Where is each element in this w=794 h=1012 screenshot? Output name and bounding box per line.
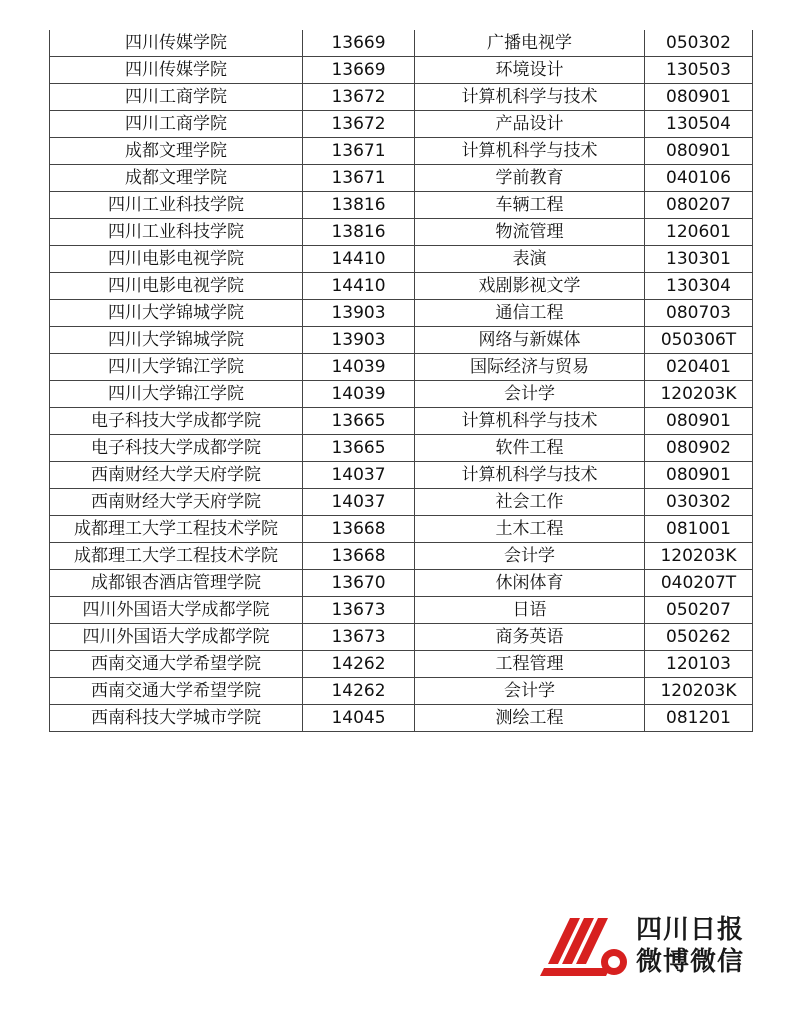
school-code-cell: 13669: [303, 57, 415, 84]
watermark-line-2: 微博微信: [636, 947, 745, 977]
table-row: [50, 327, 753, 354]
table-row: [50, 489, 753, 516]
table-row: [50, 246, 753, 273]
major-name-cell: 戏剧影视文学: [415, 273, 645, 300]
school-code-cell: 13665: [303, 435, 415, 462]
school-name-cell: 四川外国语大学成都学院: [50, 597, 303, 624]
table-row: [50, 678, 753, 705]
table-row: [50, 165, 753, 192]
major-code-cell: 120203K: [645, 543, 753, 570]
table-row: [50, 219, 753, 246]
table-row: [50, 462, 753, 489]
school-code-cell: 14410: [303, 246, 415, 273]
major-code-cell: 050302: [645, 30, 753, 57]
major-code-cell: 050262: [645, 624, 753, 651]
school-code-cell: 13673: [303, 597, 415, 624]
major-name-cell: 土木工程: [415, 516, 645, 543]
school-code-cell: 13668: [303, 543, 415, 570]
school-code-cell: 14039: [303, 354, 415, 381]
admissions-table: [49, 30, 753, 732]
school-code-cell: 13903: [303, 327, 415, 354]
school-code-cell: 14262: [303, 678, 415, 705]
school-name-cell: 西南交通大学希望学院: [50, 678, 303, 705]
table-row: [50, 300, 753, 327]
school-code-cell: 13671: [303, 138, 415, 165]
school-name-cell: 西南财经大学天府学院: [50, 462, 303, 489]
major-name-cell: 产品设计: [415, 111, 645, 138]
school-code-cell: 13670: [303, 570, 415, 597]
major-code-cell: 120103: [645, 651, 753, 678]
major-name-cell: 表演: [415, 246, 645, 273]
school-code-cell: 14262: [303, 651, 415, 678]
major-name-cell: 会计学: [415, 678, 645, 705]
school-name-cell: 西南科技大学城市学院: [50, 705, 303, 732]
major-name-cell: 国际经济与贸易: [415, 354, 645, 381]
major-name-cell: 会计学: [415, 543, 645, 570]
table-row: [50, 651, 753, 678]
table-row: [50, 138, 753, 165]
table-row: [50, 57, 753, 84]
major-code-cell: 050306T: [645, 327, 753, 354]
watermark-text: [636, 914, 744, 978]
sichuan-daily-watermark: [540, 912, 750, 982]
major-code-cell: 130503: [645, 57, 753, 84]
major-name-cell: 广播电视学: [415, 30, 645, 57]
table-row: [50, 597, 753, 624]
major-code-cell: 080901: [645, 84, 753, 111]
school-code-cell: 13672: [303, 84, 415, 111]
major-name-cell: 日语: [415, 597, 645, 624]
school-code-cell: 13671: [303, 165, 415, 192]
major-name-cell: 计算机科学与技术: [415, 462, 645, 489]
major-name-cell: 车辆工程: [415, 192, 645, 219]
school-name-cell: 西南交通大学希望学院: [50, 651, 303, 678]
school-name-cell: 成都文理学院: [50, 165, 303, 192]
school-name-cell: 四川工商学院: [50, 84, 303, 111]
school-name-cell: 电子科技大学成都学院: [50, 408, 303, 435]
school-code-cell: 13668: [303, 516, 415, 543]
major-code-cell: 020401: [645, 354, 753, 381]
school-code-cell: 13669: [303, 30, 415, 57]
school-code-cell: 14039: [303, 381, 415, 408]
major-code-cell: 080901: [645, 462, 753, 489]
major-code-cell: 040106: [645, 165, 753, 192]
major-code-cell: 080703: [645, 300, 753, 327]
table-row: [50, 705, 753, 732]
school-name-cell: 成都理工大学工程技术学院: [50, 516, 303, 543]
school-code-cell: 13665: [303, 408, 415, 435]
school-code-cell: 13816: [303, 219, 415, 246]
table-row: [50, 543, 753, 570]
major-code-cell: 080901: [645, 408, 753, 435]
major-code-cell: 081201: [645, 705, 753, 732]
major-name-cell: 计算机科学与技术: [415, 408, 645, 435]
table-row: [50, 354, 753, 381]
table-row: [50, 30, 753, 57]
school-name-cell: 成都银杏酒店管理学院: [50, 570, 303, 597]
table-row: [50, 570, 753, 597]
school-name-cell: 四川大学锦江学院: [50, 354, 303, 381]
major-code-cell: 080902: [645, 435, 753, 462]
major-name-cell: 计算机科学与技术: [415, 138, 645, 165]
major-code-cell: 040207T: [645, 570, 753, 597]
major-name-cell: 测绘工程: [415, 705, 645, 732]
sichuan-daily-logo-icon: [540, 912, 630, 982]
major-name-cell: 软件工程: [415, 435, 645, 462]
major-name-cell: 商务英语: [415, 624, 645, 651]
major-name-cell: 社会工作: [415, 489, 645, 516]
major-name-cell: 计算机科学与技术: [415, 84, 645, 111]
school-name-cell: 四川工业科技学院: [50, 219, 303, 246]
school-code-cell: 13672: [303, 111, 415, 138]
major-name-cell: 会计学: [415, 381, 645, 408]
school-code-cell: 14045: [303, 705, 415, 732]
school-name-cell: 成都文理学院: [50, 138, 303, 165]
major-name-cell: 环境设计: [415, 57, 645, 84]
school-name-cell: 四川大学锦城学院: [50, 300, 303, 327]
school-name-cell: 四川工商学院: [50, 111, 303, 138]
school-code-cell: 14037: [303, 489, 415, 516]
major-code-cell: 050207: [645, 597, 753, 624]
school-code-cell: 13903: [303, 300, 415, 327]
school-name-cell: 西南财经大学天府学院: [50, 489, 303, 516]
major-name-cell: 休闲体育: [415, 570, 645, 597]
major-name-cell: 工程管理: [415, 651, 645, 678]
major-code-cell: 120203K: [645, 678, 753, 705]
watermark-line-1: 四川日报: [636, 915, 745, 945]
table-row: [50, 435, 753, 462]
major-code-cell: 081001: [645, 516, 753, 543]
school-name-cell: 成都理工大学工程技术学院: [50, 543, 303, 570]
school-code-cell: 13673: [303, 624, 415, 651]
table-row: [50, 381, 753, 408]
table-row: [50, 408, 753, 435]
major-name-cell: 网络与新媒体: [415, 327, 645, 354]
school-name-cell: 四川大学锦江学院: [50, 381, 303, 408]
school-name-cell: 四川电影电视学院: [50, 273, 303, 300]
major-name-cell: 学前教育: [415, 165, 645, 192]
school-name-cell: 四川电影电视学院: [50, 246, 303, 273]
major-code-cell: 130504: [645, 111, 753, 138]
school-code-cell: 14410: [303, 273, 415, 300]
table-body: [50, 30, 753, 732]
major-code-cell: 120601: [645, 219, 753, 246]
school-name-cell: 四川传媒学院: [50, 57, 303, 84]
major-code-cell: 120203K: [645, 381, 753, 408]
table-row: [50, 624, 753, 651]
school-name-cell: 四川传媒学院: [50, 30, 303, 57]
major-code-cell: 030302: [645, 489, 753, 516]
table-row: [50, 192, 753, 219]
school-name-cell: 四川工业科技学院: [50, 192, 303, 219]
school-code-cell: 13816: [303, 192, 415, 219]
school-name-cell: 电子科技大学成都学院: [50, 435, 303, 462]
school-code-cell: 14037: [303, 462, 415, 489]
school-name-cell: 四川外国语大学成都学院: [50, 624, 303, 651]
table-row: [50, 516, 753, 543]
table-row: [50, 84, 753, 111]
school-name-cell: 四川大学锦城学院: [50, 327, 303, 354]
major-name-cell: 通信工程: [415, 300, 645, 327]
major-code-cell: 130304: [645, 273, 753, 300]
major-name-cell: 物流管理: [415, 219, 645, 246]
major-code-cell: 080207: [645, 192, 753, 219]
major-code-cell: 080901: [645, 138, 753, 165]
table-row: [50, 273, 753, 300]
major-code-cell: 130301: [645, 246, 753, 273]
table-row: [50, 111, 753, 138]
